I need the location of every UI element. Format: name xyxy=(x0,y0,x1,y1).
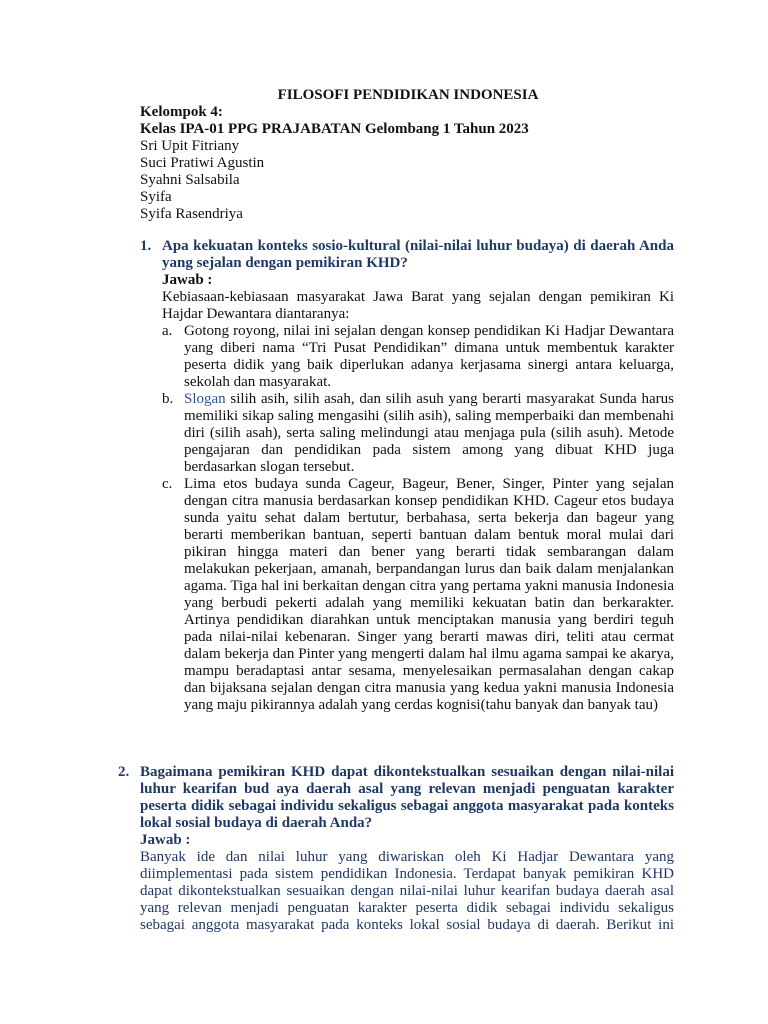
member-name: Sri Upit Fitriany xyxy=(140,138,240,154)
member-name: Syifa Rasendriya xyxy=(140,206,243,222)
page-title: FILOSOFI PENDIDIKAN INDONESIA xyxy=(277,87,539,103)
list-item-text: Lima etos budaya sunda Cageur, Bageur, Bener, Singer, Pinter yang sejalan dengan citra manusia berdasarkan konsep pendidikan KHD. Cageur etos budaya sunda yaitu sehat dalam bertutur, berbahasa, serta bekerja dan bageur yang berarti memberikan bantuan, seperti bantuan dalam bentuk moral mulai dari pikiran hingga materi dan bener yang berarti tidak sembarangan dalam melakukan pekerjaan, amanah, berpandangan lurus dan baik dalam menjalankan agama. Tiga hal ini berkaitan dengan citra yang pertama yakni manusia Indonesia yang berbudi pekerti adalah yang memiliki kekuatan batin dan berkarakter. Artinya pendidikan diarahkan untuk menciptakan manusia yang berdiri teguh pada nilai-nilai kebenaran. Singer yang berarti mawas diri, teliti atau cermat dalam bekerja dan Pinter yang mengerti dalam hal ilmu agama sampai ke akarya, mampu beradaptasi antar sesama, menyelesaikan permasalahan dengan cakap dan bijaksana sejalan dengan citra manusia yang kedua yakni manusia Indonesia yang maju pikirannya adalah yang cerdas kognisi(tahu banyak dan banyak tau) xyxy=(184,476,674,713)
member-name: Syahni Salsabila xyxy=(140,172,240,188)
list-item-label: a. xyxy=(162,323,173,339)
list-item-label: b. xyxy=(162,391,174,407)
question-2-answer-label: Jawab : xyxy=(140,832,191,848)
header-block xyxy=(140,104,700,223)
question-2-answer: Banyak ide dan nilai luhur yang diwariskan oleh Ki Hadjar Dewantara yang diimplementasi pada sistem pendidikan Indonesia. Terdapat banyak pemikiran KHD dapat dikontekstualkan sesuaikan dengan nilai-nilai luhur kearifan budaya daerah asal yang relevan menjadi penguatan karakter peserta didik sebagai individu sekaligus sebagai anggota masyarakat pada konteks lokal sosial budaya di daerah. Berikut ini xyxy=(140,849,674,933)
question-1-number: 1. xyxy=(140,238,152,254)
list-item-text xyxy=(184,391,674,476)
question-1-answer-label: Jawab : xyxy=(162,272,213,288)
member-name: Suci Pratiwi Agustin xyxy=(140,155,265,171)
slogan-word: Slogan xyxy=(184,391,226,407)
list-item-text: Gotong royong, nilai ini sejalan dengan konsep pendidikan Ki Hadjar Dewantara yang diberi nama “Tri Pusat Pendidikan” dimana untuk membentuk karakter peserta didik yang baik diperlukan adanya kerjasama sinergi antara keluarga, sekolah dan masyarakat. xyxy=(184,323,674,390)
list-item-body: silih asih, silih asah, dan silih asuh yang berarti masyarakat Sunda harus memiliki sikap saling mengasihi (silih asih), saling memperbaiki dan membenahi diri (silih asah), serta saling melindungi atau menjaga pula (silih asuh). Metode pengajaran dan pendidikan pada sistem among yang dibuat KHD juga berdasarkan slogan tersebut. xyxy=(184,391,674,475)
question-1-text: Apa kekuatan konteks sosio-kultural (nilai-nilai luhur budaya) di daerah Anda yang sejalan dengan pemikiran KHD? xyxy=(162,238,674,271)
member-name: Syifa xyxy=(140,189,172,205)
question-1-intro: Kebiasaan-kebiasaan masyarakat Jawa Barat yang sejalan dengan pemikiran Ki Hajdar Dewantara diantaranya: xyxy=(162,289,674,322)
list-item-label: c. xyxy=(162,476,173,492)
group-label: Kelompok 4: xyxy=(140,104,223,120)
question-2-number: 2. xyxy=(118,764,130,780)
class-label: Kelas IPA-01 PPG PRAJABATAN Gelombang 1 Tahun 2023 xyxy=(140,121,529,137)
question-2-text: Bagaimana pemikiran KHD dapat dikontekstualkan sesuaikan dengan nilai-nilai luhur kearifan bud aya daerah asal yang relevan menjadi penguatan karakter peserta didik sebagai individu sekaligus sebagai anggota masyarakat pada konteks lokal sosial budaya di daerah Anda? xyxy=(140,764,674,831)
